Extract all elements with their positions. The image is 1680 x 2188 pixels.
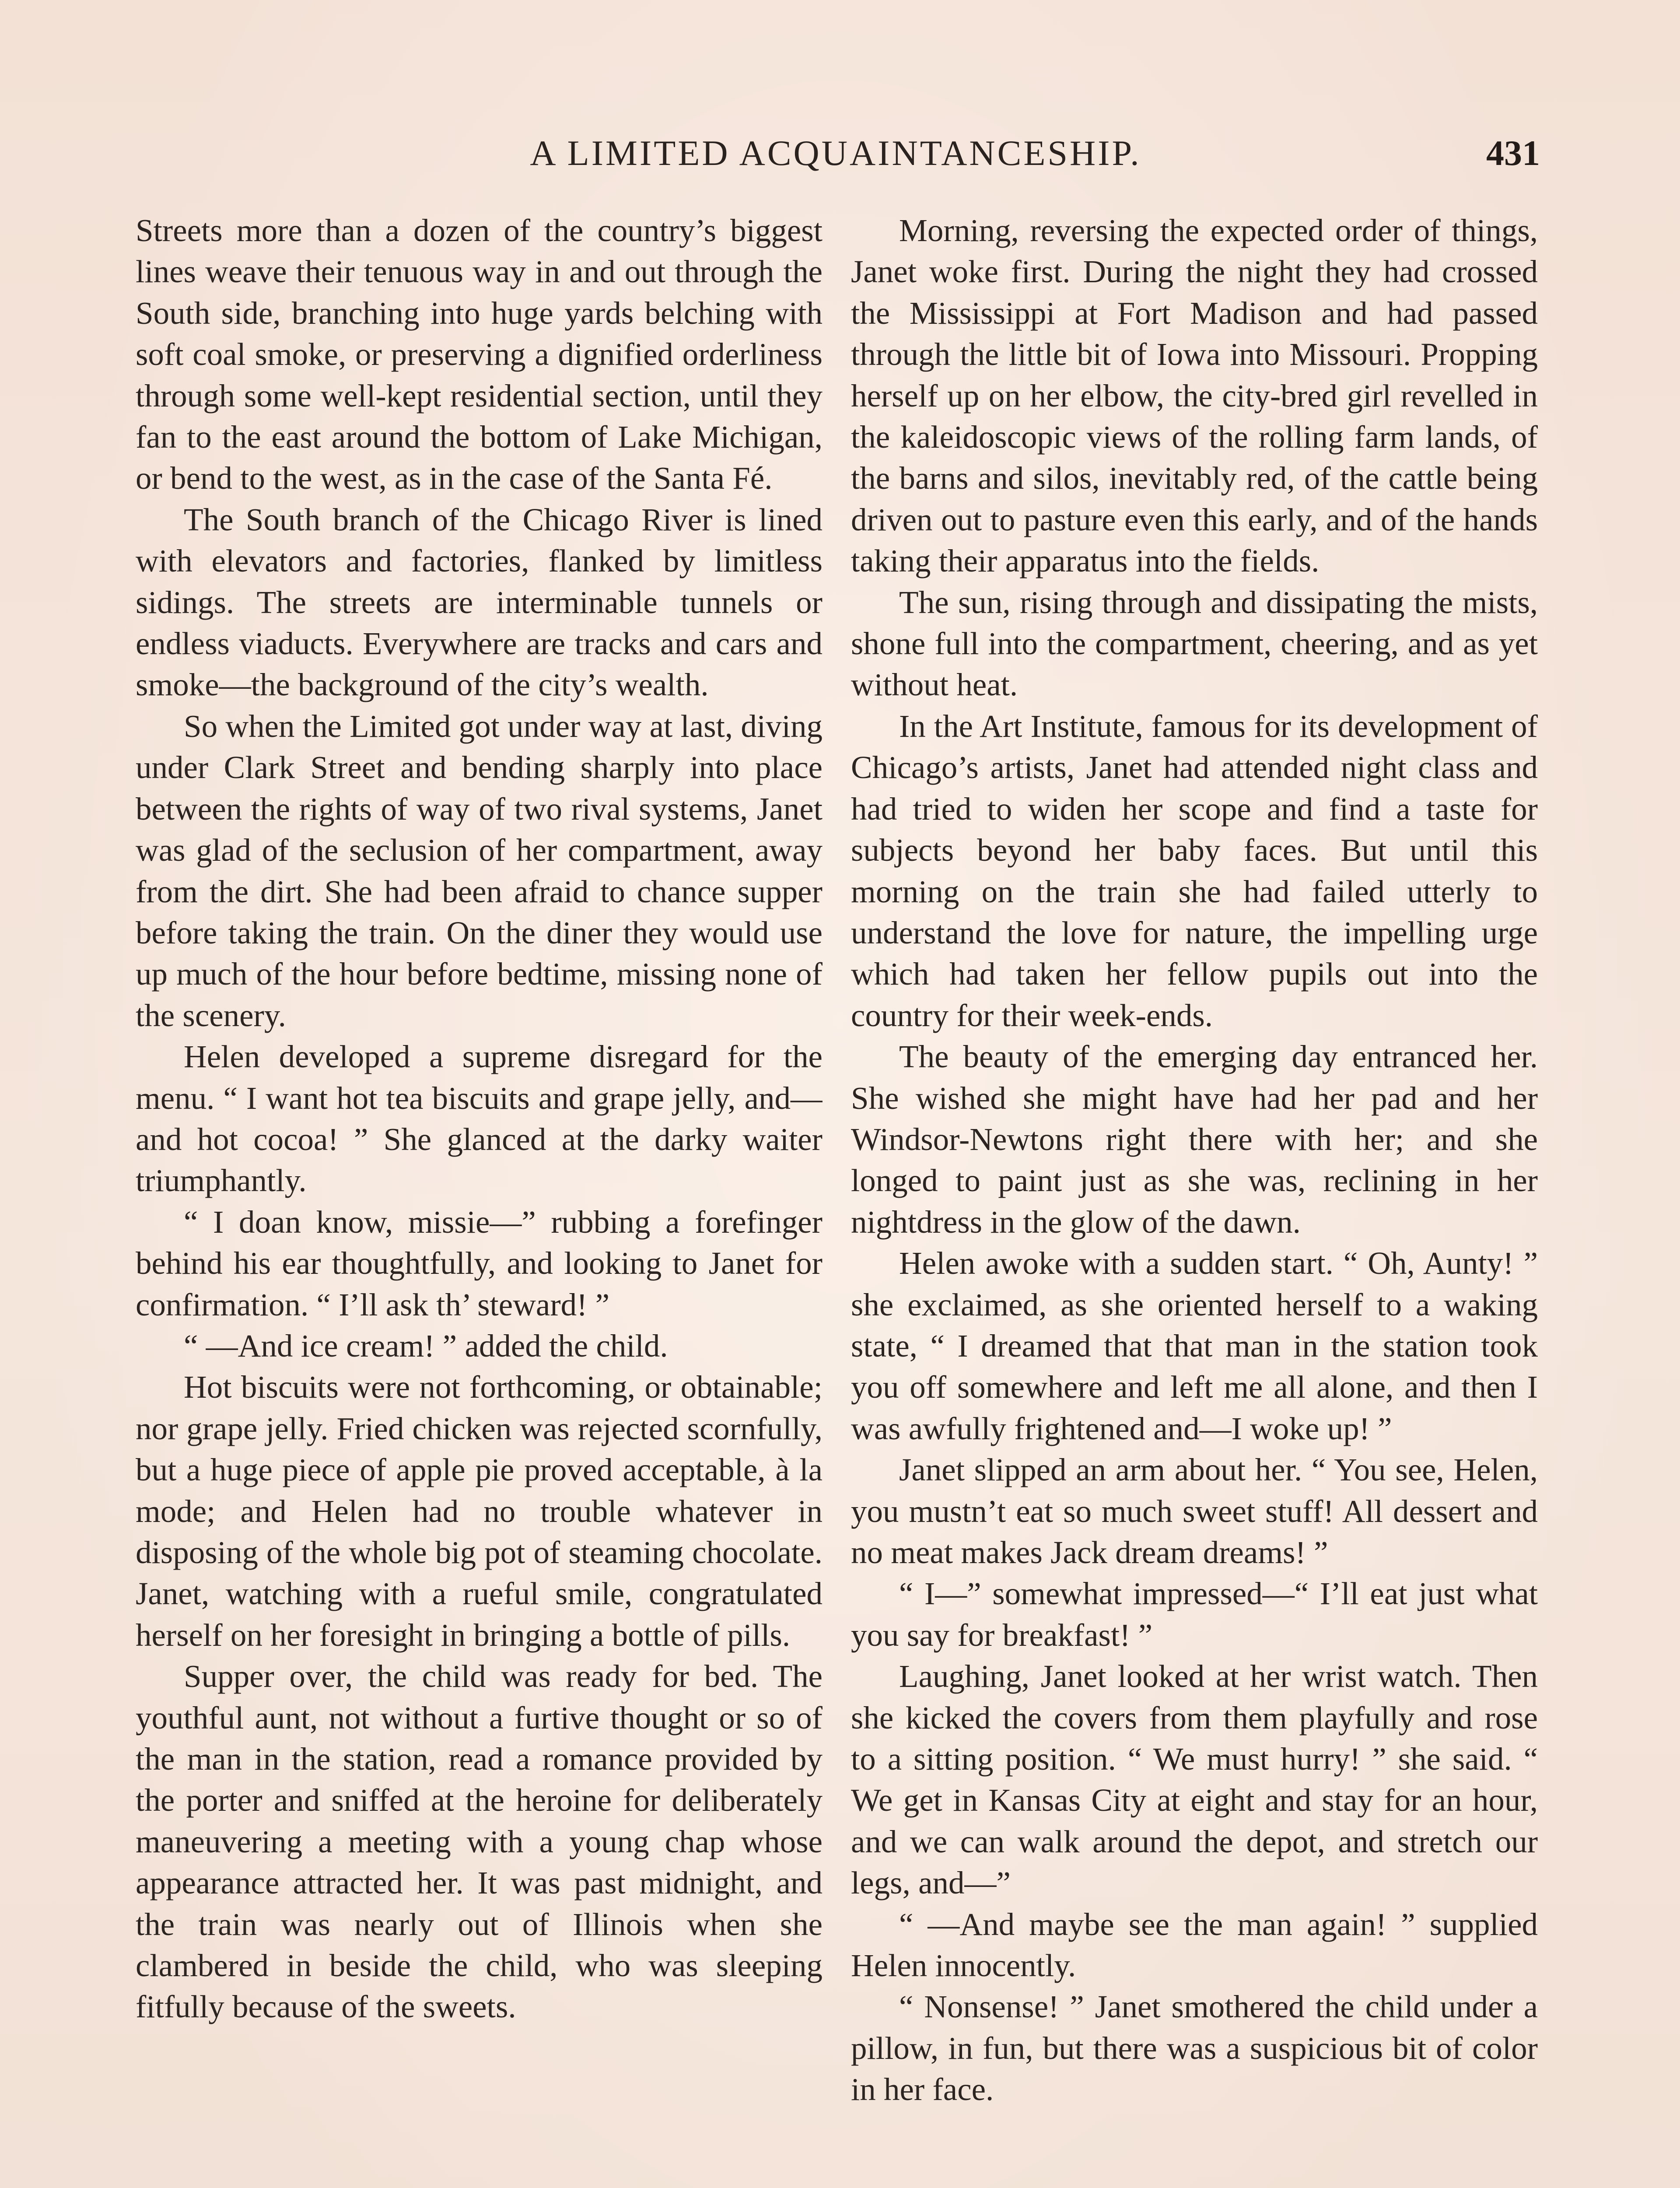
paragraph: Supper over, the child was ready for bed. The youthful aunt, not without a furtive thought or so of the man in the station, read a romance provided by the porter and sniffed at the heroine for deliberately maneuvering a meeting with a young chap whose appearance attracted her. It was past midnight, and the train was nearly out of Illinois when she clambered in beside the child, who was sleeping fitfully because of the sweets. [136, 1659, 822, 2025]
running-title: A LIMITED ACQUAINTANCESHIP. [530, 133, 1141, 173]
paragraph: “ —And ice cream! ” added the child. [184, 1328, 668, 1364]
paragraph: In the Art Institute, famous for its development of Chicago’s artists, Janet had attended night class and had tried to widen her scope and find a taste for subjects beyond her baby faces. But until this morning on the train she had failed utterly to understand the love for nature, the impelling urge which had taken her fellow pupils out into the country for their week-ends. [851, 708, 1538, 1033]
paragraph: Morning, reversing the expected order of things, Janet woke first. During the night they had crossed the Mississippi at Fort Madison and had passed through the little bit of Iowa into Missouri. Propping herself up on her elbow, the city-bred girl revelled in the kaleidoscopic views of the rolling farm lands, of the barns and silos, inevitably red, of the cattle being driven out to pasture even this early, and of the hands taking their apparatus into the fields. [851, 213, 1538, 579]
right-column [851, 210, 1538, 2188]
paragraph: Helen awoke with a sudden start. “ Oh, Aunty! ” she exclaimed, as she oriented herself to a waking state, “ I dreamed that that man in the station took you off somewhere and left me all alone, and then I was awfully frightened and—I woke up! ” [851, 1245, 1538, 1446]
running-head [131, 129, 1540, 177]
paragraph: Laughing, Janet looked at her wrist watch. Then she kicked the covers from them playfully and rose to a sitting position. “ We must hurry! ” she said. “ We get in Kansas City at eight and stay for an hour, and we can walk around the depot, and stretch our legs, and—” [851, 1659, 1538, 1901]
paragraph: “ —And maybe see the man again! ” supplied Helen innocently. [851, 1906, 1538, 1984]
paragraph: The sun, rising through and dissipating the mists, shone full into the compartment, cheering, and as yet without heat. [851, 584, 1538, 703]
paragraph: So when the Limited got under way at last, diving under Clark Street and bending sharply into place between the rights of way of two rival systems, Janet was glad of the seclusion of her compartment, away from the dirt. She had been afraid to chance supper before taking the train. On the diner they would use up much of the hour before bedtime, missing none of the scenery. [136, 708, 822, 1033]
paragraph: Helen developed a supreme disregard for the menu. “ I want hot tea biscuits and grape jelly, and—and hot cocoa! ” She glanced at the darky waiter triumphantly. [136, 1039, 822, 1199]
paragraph: The South branch of the Chicago River is lined with elevators and factories, flanked by limitless sidings. The streets are interminable tunnels or endless viaducts. Everywhere are tracks and cars and smoke—the background of the city’s wealth. [136, 501, 822, 703]
page-number: 431 [1486, 133, 1540, 173]
paragraph: “ I—” somewhat impressed—“ I’ll eat just what you say for breakfast! ” [851, 1576, 1538, 1653]
paragraph: Streets more than a dozen of the country’s biggest lines weave their tenuous way in and out through the South side, branching into huge yards belching with soft coal smoke, or preserving a dignified orderliness through some well-kept residential section, until they fan to the east around the bottom of Lake Michigan, or bend to the west, as in the case of the Santa Fé. [136, 213, 822, 496]
paragraph: “ I doan know, missie—” rubbing a forefinger behind his ear thoughtfully, and looking to Janet for confirmation. “ I’ll ask th’ steward! ” [136, 1204, 822, 1322]
paragraph: The beauty of the emerging day entranced her. She wished she might have had her pad and her Windsor-Newtons right there with her; and she longed to paint just as she was, reclining in her nightdress in the glow of the dawn. [851, 1039, 1538, 1240]
paragraph: “ Nonsense! ” Janet smothered the child under a pillow, in fun, but there was a suspicious bit of color in her face. [851, 1989, 1538, 2107]
paragraph: Janet slipped an arm about her. “ You see, Helen, you mustn’t eat so much sweet stuff! All dessert and no meat makes Jack dream dreams! ” [851, 1452, 1538, 1570]
left-column [136, 210, 822, 2188]
paragraph: Hot biscuits were not forthcoming, or obtainable; nor grape jelly. Fried chicken was rejected scornfully, but a huge piece of apple pie proved acceptable, à la mode; and Helen had no trouble whatever in disposing of the whole big pot of steaming chocolate. Janet, watching with a rueful smile, congratulated herself on her foresight in bringing a bottle of pills. [136, 1369, 822, 1653]
text-columns [131, 210, 1540, 2188]
